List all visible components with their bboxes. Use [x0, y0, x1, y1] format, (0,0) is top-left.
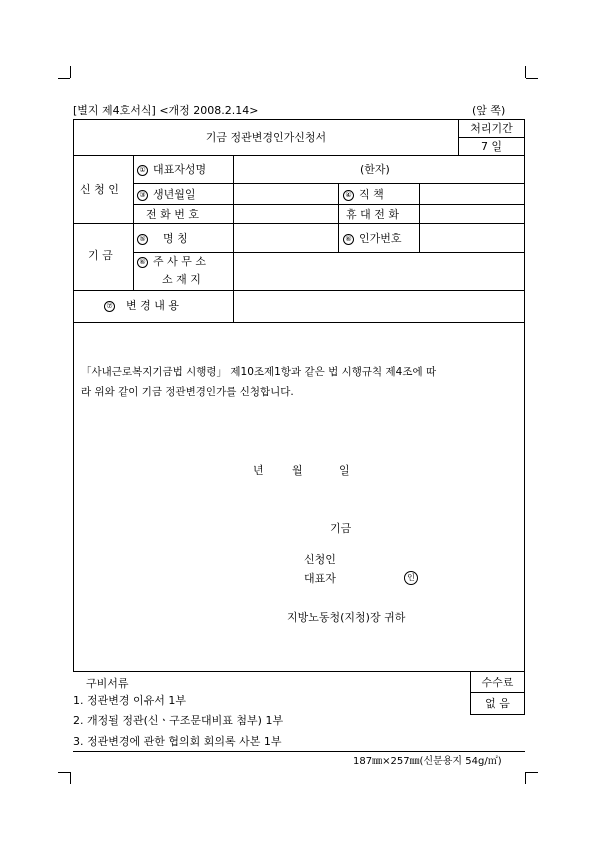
form-number: [별지 제4호서식] <개정 2008.2.14> [73, 104, 259, 117]
application-statement-line2: 라 위와 같이 기금 정관변경인가를 신청합니다. [81, 386, 294, 398]
circled-number: ⑤ [137, 234, 148, 245]
row-line-2 [133, 204, 525, 205]
fund-section-label: 기 금 [88, 249, 113, 262]
crop-mark-br [526, 772, 538, 773]
recipient: 지방노동청(지청)장 귀하 [287, 611, 406, 624]
office-label-2: 소 재 지 [162, 273, 201, 286]
birth-label [137, 188, 196, 201]
fee-box-mid [470, 692, 525, 693]
fee-box-bottom [470, 714, 525, 715]
attachments-title: 구비서류 [86, 677, 129, 690]
permit-number-label [343, 232, 402, 245]
processing-value: 7 일 [480, 140, 503, 153]
change-text: 변 경 내 용 [126, 299, 179, 312]
rep-name-text: 대표자성명 [153, 163, 207, 176]
form-title: 기금 정관변경인가신청서 [205, 131, 327, 144]
office-label [137, 255, 206, 268]
applicant-bottom [73, 223, 525, 224]
fee-box-right [524, 671, 525, 715]
fee-value: 없 음 [485, 697, 510, 710]
attachment-item: 3. 정관변경에 관한 협의회 회의록 사본 1부 [73, 735, 282, 748]
frame-left [73, 119, 74, 671]
circled-number: ③ [137, 190, 148, 201]
frame-right [524, 119, 525, 671]
crop-mark-bl [70, 772, 71, 784]
label-col-divider [233, 155, 234, 322]
signature-fund: 기금 [330, 522, 352, 535]
processing-label: 처리기간 [470, 122, 513, 135]
chinese-name-label: (한자) [360, 163, 390, 176]
crop-mark-tl [70, 66, 71, 78]
crop-mark-tr [525, 66, 526, 78]
mobile-label: 휴 대 전 화 [346, 208, 399, 221]
crop-mark-bl [58, 772, 70, 773]
frame-bottom [73, 671, 525, 672]
circled-number: ⑦ [104, 301, 115, 312]
fee-label: 수수료 [481, 676, 514, 689]
signature-applicant: 신청인 [304, 553, 336, 566]
fund-row-line [133, 252, 525, 253]
attachments-bottom [73, 751, 525, 752]
crop-mark-tr [526, 78, 538, 79]
fund-name-text: 명 칭 [163, 232, 188, 245]
sub-divider-left [338, 183, 339, 223]
row-line-1 [133, 183, 525, 184]
application-statement-line1: 「사내근로복지기금법 시행령」 제10조제1항과 같은 법 시행규칙 제4조에 따 [81, 366, 437, 378]
fund-name-label [137, 232, 188, 245]
sub-divider-right [419, 183, 420, 223]
circled-number: ④ [343, 190, 354, 201]
attachment-item: 2. 개정될 정관(신ㆍ구조문대비표 첨부) 1부 [73, 714, 284, 727]
title-label [343, 188, 384, 201]
title-text: 직 책 [359, 188, 384, 201]
applicant-section-label: 신 청 인 [80, 183, 119, 196]
title-row-bottom [73, 155, 525, 156]
change-bottom [73, 322, 525, 323]
date-year: 년 [253, 464, 264, 477]
signature-representative: 대표자 [304, 572, 336, 585]
page-side: (앞 쪽) [472, 104, 506, 117]
change-label [104, 299, 179, 312]
crop-mark-tl [58, 78, 70, 79]
paper-spec: 187㎜×257㎜(신문용지 54g/㎡) [353, 756, 502, 767]
circled-number: ⑥ [137, 257, 148, 268]
rep-name-label [137, 163, 206, 176]
phone-label: 전 화 번 호 [146, 208, 199, 221]
crop-mark-br [525, 772, 526, 784]
birth-text: 생년월일 [153, 188, 196, 201]
office-text-1: 주 사 무 소 [153, 255, 206, 268]
attachment-item: 1. 정관변경 이유서 1부 [73, 694, 186, 707]
fund-bottom [73, 290, 525, 291]
circled-number: ⑥ [343, 234, 354, 245]
fund-sub-divider-left [338, 223, 339, 252]
date-month: 월 [292, 464, 303, 477]
processing-divider [458, 137, 524, 138]
permit-number-text: 인가번호 [359, 232, 402, 245]
fund-sub-divider-right [419, 223, 420, 252]
seal-mark: 인 [404, 571, 418, 585]
date-day: 일 [339, 464, 350, 477]
circled-number: ① [137, 165, 148, 176]
